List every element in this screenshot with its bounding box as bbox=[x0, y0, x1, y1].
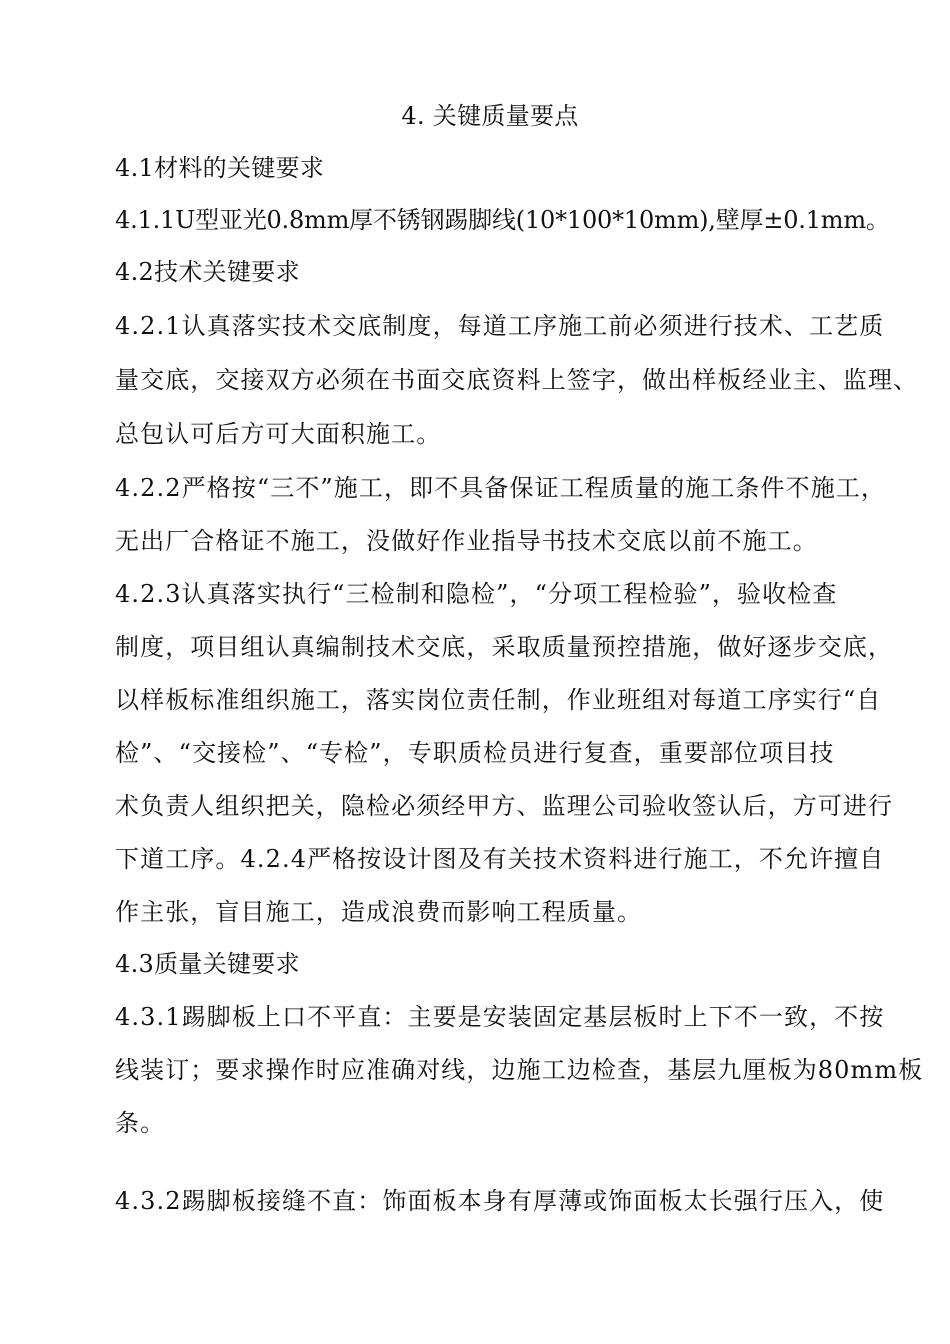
heading-4-3: 4.3质量关键要求 bbox=[115, 950, 300, 978]
paragraph-line: 作主张，盲目施工，造成浪费而影响工程质量。 bbox=[115, 898, 643, 926]
paragraph-line: 4.2.2严格按“三不”施工，即不具备保证工程质量的施工条件不施工， bbox=[115, 474, 887, 502]
paragraph-line: 以样板标准组织施工，落实岗位责任制，作业班组对每道工序实行“自 bbox=[115, 686, 882, 714]
paragraph-line: 4.3.1踢脚板上口不平直：主要是安装固定基层板时上下不一致，不按 bbox=[115, 1003, 885, 1031]
paragraph-line: 条。 bbox=[115, 1109, 166, 1137]
section-title: 4. 关键质量要点 bbox=[401, 102, 579, 130]
paragraph-line: 4.3.2踢脚板接缝不直：饰面板本身有厚薄或饰面板太长强行压入，使 bbox=[115, 1187, 885, 1215]
paragraph-line: 量交底，交接双方必须在书面交底资料上签字，做出样板经业主、监理、 bbox=[115, 366, 919, 394]
paragraph-line: 4.2.3认真落实执行“三检制和隐检”，“分项工程检验”，验收检查 bbox=[115, 580, 838, 608]
heading-4-2: 4.2技术关键要求 bbox=[115, 258, 300, 286]
paragraph-line: 总包认可后方可大面积施工。 bbox=[115, 420, 442, 448]
paragraph-line: 下道工序。4.2.4严格按设计图及有关技术资料进行施工，不允许擅自 bbox=[115, 845, 885, 873]
paragraph-line: 4.2.1认真落实技术交底制度，每道工序施工前必须进行技术、工艺质 bbox=[115, 312, 885, 340]
paragraph-line: 术负责人组织把关，隐检必须经甲方、监理公司验收签认后，方可进行 bbox=[115, 792, 894, 820]
paragraph-line: 线装订；要求操作时应准确对线，边施工边检查，基层九厘板为80mm板 bbox=[115, 1056, 924, 1084]
paragraph-line: 4.1.1U型亚光0.8mm厚不锈钢踢脚线(10*100*10mm),壁厚±0.1mm。 bbox=[115, 206, 890, 234]
paragraph-line: 检”、“交接检”、“专检”，专职质检员进行复查，重要部位项目技 bbox=[115, 739, 835, 767]
heading-4-1: 4.1材料的关键要求 bbox=[115, 154, 325, 182]
paragraph-line: 无出厂合格证不施工，没做好作业指导书技术交底以前不施工。 bbox=[115, 527, 818, 555]
paragraph-line: 制度，项目组认真编制技术交底，采取质量预控措施，做好逐步交底， bbox=[115, 633, 894, 661]
